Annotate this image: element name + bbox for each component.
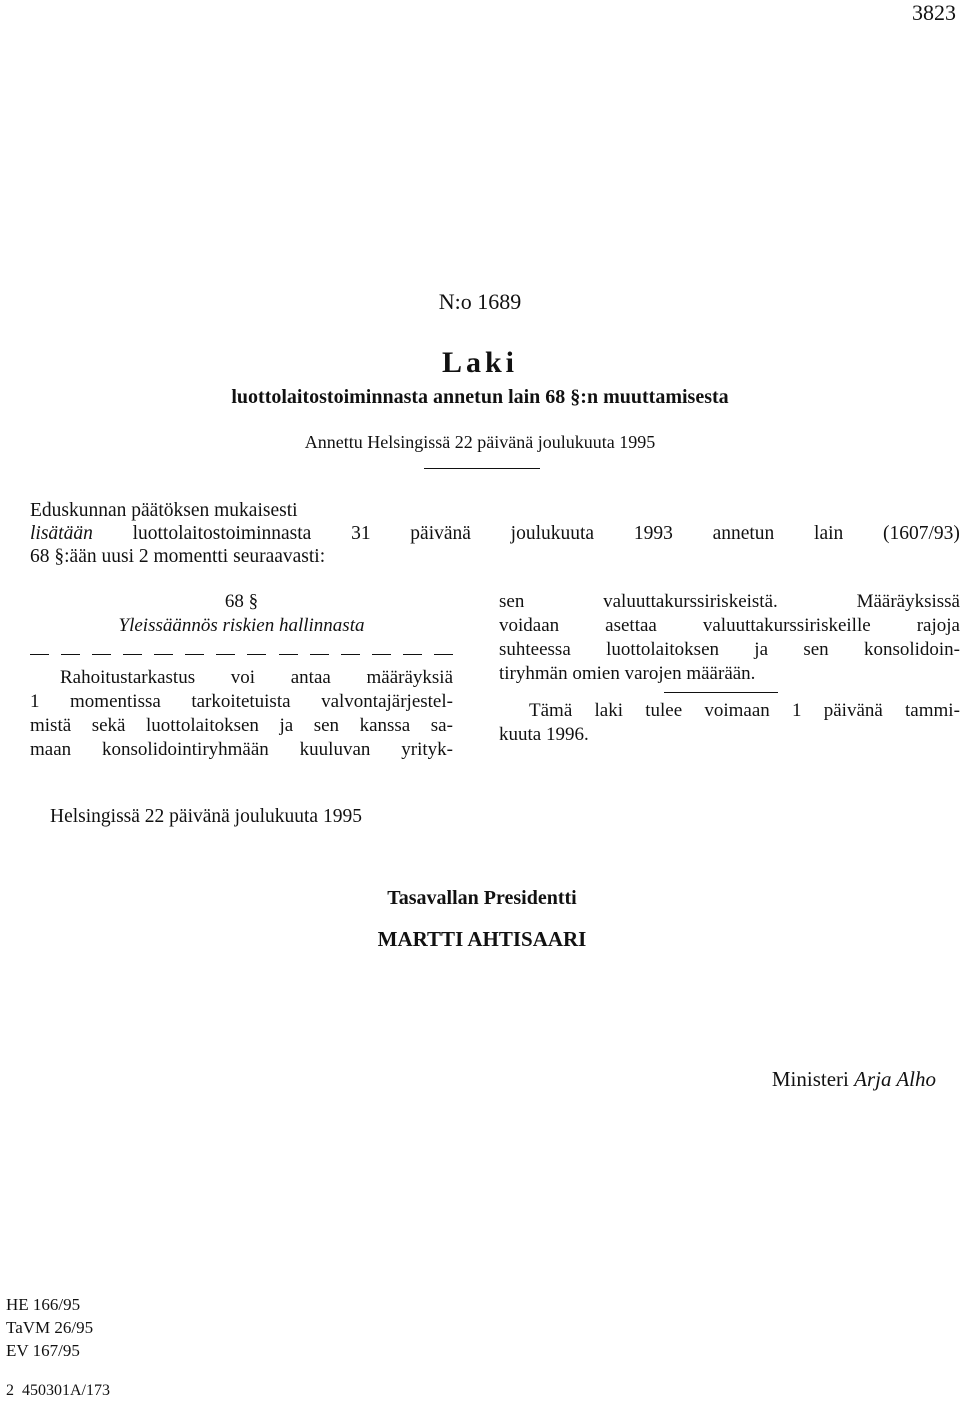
dash bbox=[372, 654, 391, 655]
given-date: Annettu Helsingissä 22 päivänä joulukuuta 1995 bbox=[304, 432, 656, 452]
text-line: voidaan asettaa valuuttakurssiriskeille rajoja bbox=[499, 615, 960, 636]
reference-item: TaVM 26/95 bbox=[6, 1318, 94, 1337]
dash bbox=[185, 654, 204, 655]
dash bbox=[310, 654, 329, 655]
text-line: suhteessa luottolaitoksen ja sen konsolidoin- bbox=[499, 639, 960, 660]
text-line: mistä sekä luottolaitoksen ja sen kanssa sa- bbox=[30, 715, 453, 736]
section-number: 68 § bbox=[224, 591, 259, 612]
law-subtitle: luottolaitostoiminnasta annetun lain 68 §:n muuttamisesta bbox=[231, 386, 729, 408]
preamble-word: annetun bbox=[712, 523, 775, 544]
president-name: MARTTI AHTISAARI bbox=[377, 927, 587, 951]
preamble-line: 68 §:ään uusi 2 momentti seuraavasti: bbox=[30, 546, 326, 567]
right-column bbox=[499, 590, 960, 747]
preamble-italic-word: lisätään bbox=[30, 523, 93, 544]
dash bbox=[30, 654, 49, 655]
text-line: sen valuuttakurssiriskeistä. Määräyksissä bbox=[499, 591, 960, 612]
preamble-word: luottolaitostoiminnasta bbox=[132, 523, 312, 544]
preamble-word: joulukuuta bbox=[510, 523, 595, 544]
text-line: kuuta 1996. bbox=[499, 724, 589, 745]
dash bbox=[216, 654, 235, 655]
preamble-line: Eduskunnan päätöksen mukaisesti bbox=[30, 500, 298, 521]
text-line: Tämä laki tulee voimaan 1 päivänä tammi- bbox=[529, 700, 960, 721]
left-column bbox=[30, 590, 453, 762]
dash bbox=[247, 654, 266, 655]
dash bbox=[92, 654, 111, 655]
preamble-word: (1607/93) bbox=[883, 523, 960, 544]
dash bbox=[123, 654, 142, 655]
preamble-line bbox=[30, 522, 960, 545]
preamble-word: päivänä bbox=[410, 523, 471, 544]
act-number: N:o 1689 bbox=[438, 289, 522, 314]
divider-rule bbox=[424, 468, 540, 469]
minister-role: Ministeri bbox=[771, 1067, 849, 1091]
page-number: 3823 bbox=[912, 0, 956, 25]
preamble-word: 31 bbox=[351, 523, 371, 544]
divider-rule bbox=[664, 692, 778, 693]
dash bbox=[341, 654, 360, 655]
footer-code: 2 450301A/173 bbox=[6, 1382, 110, 1399]
preamble bbox=[30, 499, 960, 568]
text-line: tiryhmän omien varojen määrään. bbox=[499, 663, 756, 684]
text-line: maan konsolidointiryhmään kuuluvan yrityk- bbox=[30, 739, 453, 760]
omission-dashes bbox=[30, 642, 453, 666]
dash bbox=[403, 654, 422, 655]
dash bbox=[434, 654, 453, 655]
signature-place-date: Helsingissä 22 päivänä joulukuuta 1995 bbox=[50, 806, 362, 827]
dash bbox=[61, 654, 80, 655]
references bbox=[6, 1293, 93, 1362]
text-line: 1 momentissa tarkoitetuista valvontajärjestel- bbox=[30, 691, 453, 712]
preamble-word: lain bbox=[814, 523, 844, 544]
president-title: Tasavallan Presidentti bbox=[387, 887, 577, 909]
reference-item: EV 167/95 bbox=[6, 1341, 80, 1360]
dash bbox=[279, 654, 298, 655]
text-line: Rahoitustarkastus voi antaa määräyksiä bbox=[60, 667, 453, 688]
law-title: Laki bbox=[441, 346, 519, 379]
dash bbox=[154, 654, 173, 655]
minister-name: Arja Alho bbox=[854, 1067, 936, 1091]
minister-signature bbox=[772, 1067, 936, 1092]
reference-item: HE 166/95 bbox=[6, 1295, 81, 1314]
section-heading: Yleissäännös riskien hallinnasta bbox=[118, 615, 365, 636]
preamble-word: 1993 bbox=[633, 523, 673, 544]
